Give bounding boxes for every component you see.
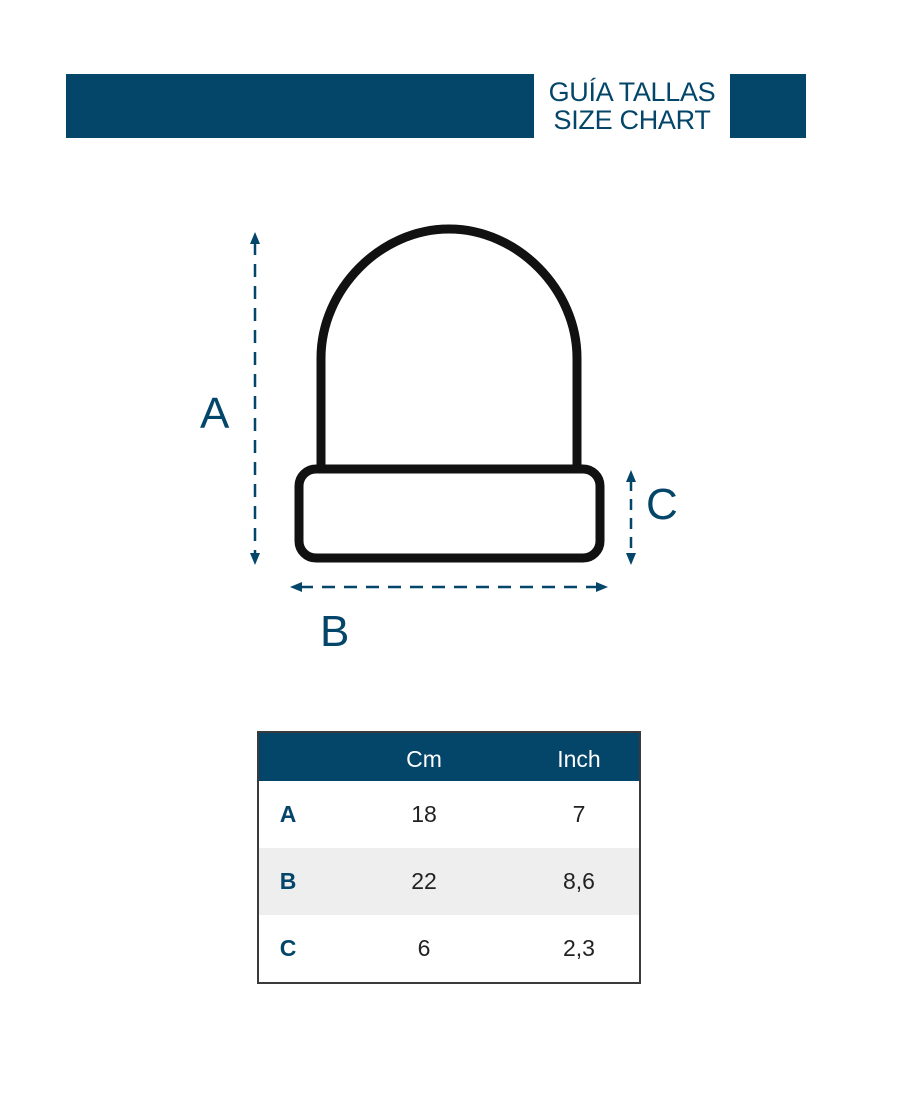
- row-cm-value: 22: [411, 868, 437, 894]
- arrow-up-icon: [250, 232, 260, 244]
- dimension-label-c: C: [646, 480, 678, 529]
- table-row: [259, 781, 639, 848]
- row-label: B: [279, 868, 297, 894]
- header-cm: Cm: [406, 746, 442, 772]
- arrow-right-icon: [596, 582, 608, 592]
- row-inch-value: 7: [572, 801, 586, 827]
- arrow-up-icon: [626, 470, 636, 482]
- size-table: [257, 731, 641, 984]
- hat-cuff-outline: [299, 469, 600, 558]
- dimension-label-a: A: [200, 389, 230, 438]
- header-inch: Inch: [557, 746, 601, 772]
- row-label: A: [279, 801, 297, 827]
- row-label: C: [279, 935, 297, 961]
- row-inch-value: 8,6: [563, 868, 595, 894]
- hat-crown-outline: [321, 229, 577, 467]
- table-header: [259, 733, 639, 781]
- title-english: SIZE CHART: [553, 105, 711, 135]
- arrow-down-icon: [250, 553, 260, 565]
- beanie-hat-outline-icon: [299, 229, 600, 558]
- row-inch-value: 2,3: [563, 935, 595, 961]
- arrow-down-icon: [626, 553, 636, 565]
- dimension-label-b: B: [320, 607, 350, 656]
- arrow-left-icon: [290, 582, 302, 592]
- row-cm-value: 18: [411, 801, 437, 827]
- table-row: [259, 915, 639, 982]
- table-row: [259, 848, 639, 915]
- header-label-column: [259, 733, 317, 781]
- title-spanish: GUÍA TALLAS: [548, 77, 716, 107]
- row-cm-value: 6: [417, 935, 431, 961]
